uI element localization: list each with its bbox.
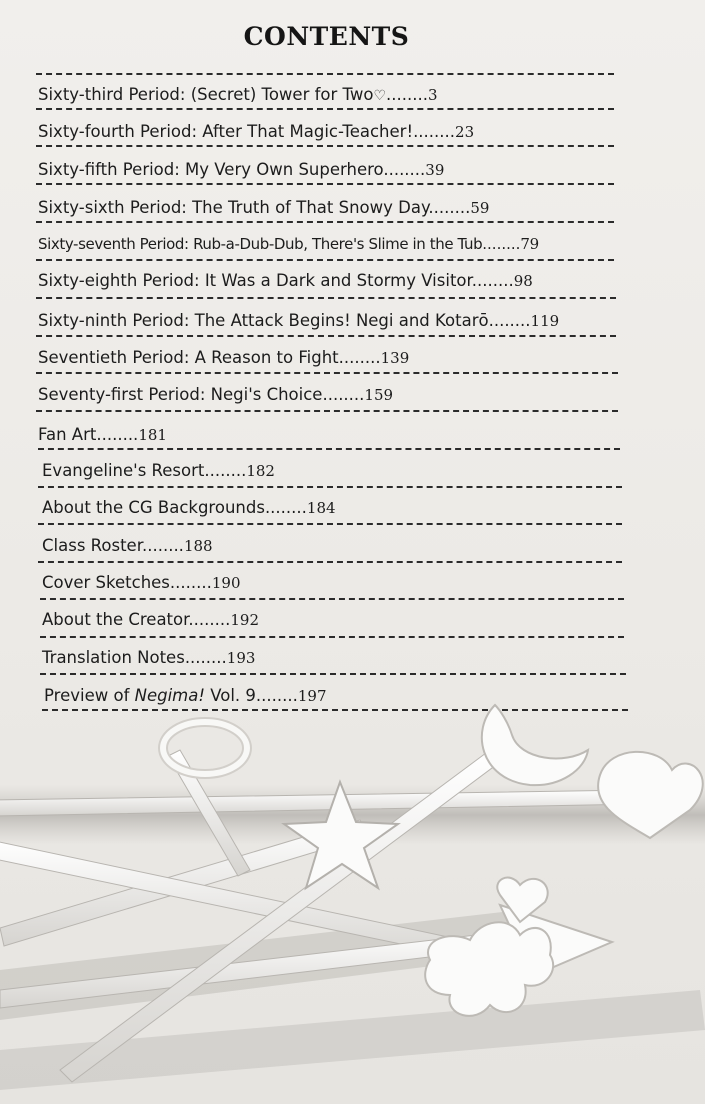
page-number: 23	[455, 123, 475, 141]
decorative-wands-illustration	[0, 690, 705, 1104]
page-number: 182	[246, 462, 275, 480]
leader-dots: ........	[255, 686, 298, 705]
leader-dots: ........	[413, 122, 456, 141]
page-number: 188	[183, 537, 213, 555]
leader-dots: ........	[264, 498, 307, 517]
entry-title: Fan Art	[38, 425, 97, 444]
entry-title: About the Creator	[42, 610, 189, 629]
entry-title: Sixty-fifth Period: My Very Own Superhero	[38, 160, 384, 179]
ring-wand-tip-highlight	[163, 722, 247, 774]
entry-title: Sixty-sixth Period: The Truth of That Snowy Day	[38, 198, 429, 217]
page-number: 159	[364, 386, 394, 404]
page-number: 79	[520, 235, 539, 253]
toc-entry[interactable]	[38, 340, 638, 376]
toc-entry[interactable]	[38, 152, 638, 188]
leader-dots: ........	[169, 573, 212, 592]
entry-title-italic: Negima!	[134, 686, 205, 705]
entry-title: Seventieth Period: A Reason to Fight	[38, 348, 339, 367]
page-number: 192	[230, 611, 259, 629]
page-number: 197	[297, 687, 327, 705]
page-number: 39	[425, 161, 445, 179]
heart-icon: ♡	[373, 88, 387, 104]
leader-dots: ........	[96, 425, 139, 444]
entry-title: Evangeline's Resort	[42, 461, 205, 480]
divider	[36, 73, 614, 75]
toc-entry[interactable]	[38, 114, 638, 150]
entry-title: Sixty-third Period: (Secret) Tower for Two	[38, 85, 374, 104]
toc-entry[interactable]	[38, 226, 638, 262]
leader-dots: ........	[428, 198, 471, 217]
entry-title: Sixty-eighth Period: It Was a Dark and Stormy Visitor	[38, 271, 472, 290]
page-number: 193	[226, 649, 256, 667]
leader-dots: ........	[488, 311, 531, 330]
page-title: CONTENTS	[243, 22, 410, 51]
page-number: 59	[470, 199, 490, 217]
toc-entry[interactable]	[42, 640, 642, 676]
toc-entry[interactable]	[38, 263, 638, 299]
page-number: 139	[380, 349, 410, 367]
page-number: 98	[513, 272, 533, 290]
entry-title: Cover Sketches	[42, 573, 170, 592]
leader-dots: ........	[386, 85, 429, 104]
toc-entry[interactable]	[38, 77, 638, 113]
entry-title: Sixty-fourth Period: After That Magic-Teacher!	[38, 122, 414, 141]
leader-dots: ........	[141, 536, 184, 555]
entry-title: Translation Notes	[42, 648, 185, 667]
winged-heart-wand-tip	[425, 922, 553, 1016]
leader-dots: ........	[471, 271, 514, 290]
page-number: 119	[530, 312, 560, 330]
leader-dots: ........	[322, 385, 365, 404]
entry-title-suffix: Vol. 9	[204, 686, 256, 705]
entry-title: About the CG Backgrounds	[42, 498, 265, 517]
page-number: 3	[428, 86, 438, 104]
leader-dots: ........	[383, 160, 426, 179]
leader-dots: ........	[184, 648, 227, 667]
toc-entry[interactable]	[42, 602, 642, 638]
toc-entry[interactable]	[38, 190, 638, 226]
page-number: 181	[138, 426, 167, 444]
toc-entry[interactable]	[42, 453, 642, 489]
leader-dots: ........	[188, 610, 231, 629]
toc-entry[interactable]	[38, 417, 638, 453]
entry-title: Class Roster	[42, 536, 142, 555]
leader-dots: ........	[338, 348, 381, 367]
entry-title: Seventy-first Period: Negi's Choice	[38, 385, 323, 404]
toc-entry[interactable]	[38, 303, 638, 339]
toc-entry[interactable]	[42, 528, 642, 564]
entry-title: Sixty-seventh Period: Rub-a-Dub-Dub, There's Slime in the Tub	[38, 235, 483, 253]
leader-dots: ........	[204, 461, 247, 480]
entry-title: Sixty-ninth Period: The Attack Begins! Negi and Kotarō	[38, 311, 489, 330]
entry-title-prefix: Preview of	[44, 686, 135, 705]
page-number: 190	[211, 574, 241, 592]
toc-entry[interactable]	[42, 490, 642, 526]
toc-entry[interactable]	[42, 565, 642, 601]
page-number: 184	[306, 499, 336, 517]
moon-wand-tip	[482, 705, 588, 785]
leader-dots: ........	[482, 235, 521, 253]
toc-entry[interactable]	[38, 377, 638, 413]
